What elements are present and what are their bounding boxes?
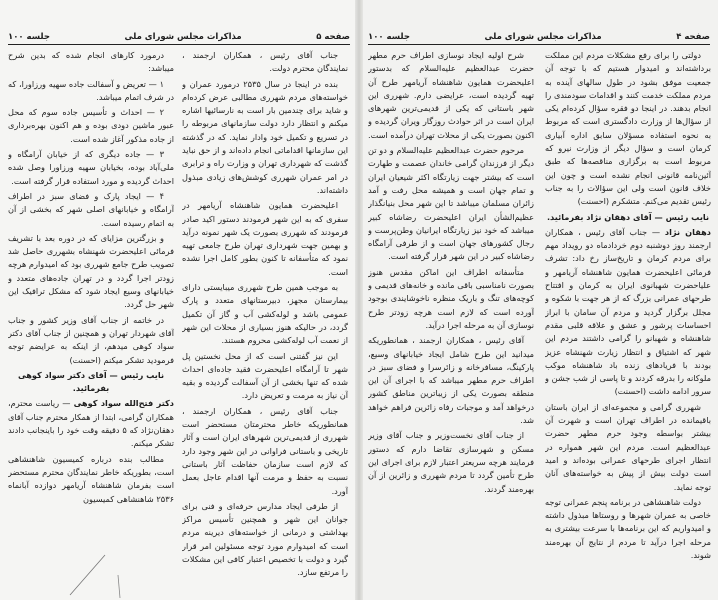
paragraph-text: نایب رئیس — آقای دکتر سواد کوهی بفرمائید. — [17, 369, 165, 394]
paragraph — [8, 314, 174, 367]
paragraph-text: — ریاست محترم، همکاران گرامی، ابتدا از همکار محترم جناب آقای دهقان‌نژاد که ۵ دقیقه وقت خود را باینجانب دادند تشکر میکنم. — [8, 398, 174, 449]
paragraph — [8, 49, 174, 76]
paragraph — [545, 401, 711, 494]
paragraph-text: دولت شاهنشاهی در برنامه پنجم عمرانی توجه خاصی به عمران شهرها و روستاها مبذول داشته و امیدواریم که این برنامه‌ها با سرعت بیشتری به مرحله اجرا درآید تا مردم از نتایج آن بهره‌مند شوند. — [545, 496, 711, 560]
page-number: صفحه ۴ — [676, 32, 710, 42]
paragraph — [8, 106, 174, 146]
paragraph — [545, 226, 711, 399]
paragraph — [8, 453, 174, 506]
paragraph — [182, 500, 348, 580]
paragraph-text: به موجب همین طرح شهرری میبایستی دارای بیمارستان مجهز، دبیرستانهای متعدد و پارک عمومی باشد و لوله‌کشی آب و گاز آن تکمیل گردد، در حالیکه هنوز بسیاری از محلات این شهر از نعمت آب لوله‌کشی محروم هستند. — [182, 282, 348, 346]
text-column — [368, 49, 534, 595]
session-number: جلسه ۱۰۰ — [8, 32, 50, 42]
header-rule — [368, 44, 710, 45]
paragraph — [368, 266, 534, 332]
paragraph — [182, 281, 348, 347]
paragraph — [545, 49, 711, 209]
paragraph-text: مرحوم حضرت عبدالعظیم علیه‌السلام و دو تن دیگر از فرزندان گرامی خاندان عصمت و طهارت است که بیشتر جهت زیارتگاه اکثر شیعیان ایران و تمام جهان است و همیشه محل رفت و آمد زائران مسلمان میباشد تا این شهر محل بنیانگذار عظیم‌الشأن ایران اعلیحضرت رضاشاه کبیر میباشد که خود نیز زیارتگاه ایرانیان وطن‌پرست و رجال کشورهای جهان است و از طرفی آرامگاه رضاشاه کبیر در این شهر قرار گرفته است. — [368, 145, 534, 262]
paragraph-text: از جناب آقای نخست‌وزیر و جناب آقای وزیر مسکن و شهرسازی تقاضا دارم که دستور فرمایند هرچه سریعتر اعتبار لازم برای اجرای این طرح تأمین گردد تا مردم شهرری و زائرین از آن بهره‌مند گردند. — [368, 430, 534, 494]
paragraph — [8, 148, 174, 188]
paragraph — [368, 334, 534, 427]
paragraph — [368, 429, 534, 495]
text-column — [545, 49, 711, 595]
paragraph-text: ۳ — جاده دیگری که از خیابان آرامگاه و ملی‌آباد بوده، بخیابان سهیه ورزاورا وصل شده احداث گردیده و مورد استفاده قرار گرفته است. — [8, 149, 174, 186]
paragraph-text: اعلیحضرت همایون شاهنشاه آریامهر در سفری که به این شهر فرمودند دستور اکید صادر فرمودند که شهرری بصورت یک شهر نمونه درآید و بهمین جهت شهرداری تهران طرح جامعی تهیه نمود که متأسفانه تا کنون بطور کامل اجرا نشده است. — [182, 200, 348, 277]
paragraph-text: شهرری گرامی و مجموعه‌ای از ایران باستان باقیمانده در اطراف تهران است و شهرت آن بیشتر بواسطه وجود حرم مطهر حضرت عبدالعظیم است. مردم این شهر همواره در انتظار اجرای طرحهای عمرانی بوده‌اند و امید است دولت بیش از پیش به خواسته‌های آنان توجه نماید. — [545, 401, 711, 492]
paragraph — [545, 211, 711, 224]
paragraph — [368, 144, 534, 264]
left-page-header — [8, 28, 350, 42]
paragraph-text: درمورد کارهای انجام شده که بدین شرح میباشد: — [8, 50, 174, 74]
paragraph-text: در خاتمه از جناب آقای وزیر کشور و جناب آقای شهردار تهران و همچنین از جناب آقای دکتر سواد کوهی میدهم، از اینکه به عرایضم توجه فرمودید تشکر میکنم (احسنت) — [8, 314, 174, 365]
session-number: جلسه ۱۰۰ — [368, 32, 410, 42]
left-page — [0, 0, 358, 600]
paragraph — [8, 78, 174, 105]
paragraph-text: این نیز گفتنی است که از محل نخستین پل شهر تا آرامگاه اعلیحضرت فقید جاده‌ای احداث شده که تنها بخشی از آن آسفالت گردیده و بقیه آن نیاز به مرمت و تعریض دارد. — [182, 350, 348, 401]
paragraph — [182, 405, 348, 498]
speaker-name: دکتر فتح‌الله سواد کوهی — [73, 398, 174, 409]
right-page — [360, 0, 718, 600]
paragraph-text: بنده در اینجا در سال ۲۵۳۵ درمورد عمران و خواسته‌های مردم شهرری مطالبی عرض کرده‌ام و شاید برای چندمین بار است به نارسائیها اشاره میکنم و انتظار دارد دولت سازمانهای مربوطه را در تسریع و تکمیل خود وادار نماید. که در گذشته این سازمانها اقداماتی انجام داده‌اند و از حق نباید گذشت که شهرداری تهران و وزارت راه و ترابری در امر عمران شهرری کوشش‌های زیادی مبذول داشته‌اند. — [182, 78, 348, 195]
paragraph — [368, 49, 534, 142]
speaker-name: دهقان نژاد — [664, 226, 711, 237]
paragraph — [182, 78, 348, 198]
paragraph — [8, 232, 174, 312]
paragraph — [545, 496, 711, 562]
paragraph — [182, 199, 348, 279]
publication-title: مذاکرات مجلس شورای ملی — [124, 32, 242, 42]
paragraph-text: — جناب آقای رئیس ، همکاران ارجمند روز دوشنبه دوم خردادماه دو رویداد مهم برای مردم کرمان و تاریخ‌ساز رخ داد: تشرف فرمائی اعلیحضرت همایون شاهنشاه آریامهر و علیاحضرت شهبانوی ایران به کرمان و افتتاح طرحهای عمرانی بزرگ که از هر جهت با شکوه و مجلل برگزار گردید و مردم آن سامان با ابراز احساسات پرشور و عشق و علاقه قلبی مقدم شاهنشاه و شهبانو را گرامی داشتند مردم این شهر که اشتیاق و انتظار زیارت شهنشاه عزیز بودند با فریادهای زنده باد شاهنشاه موکب ملوکانه را بدرقه کردند و تا پاسی از شب جشن و سرور ادامه داشت (احسنت) — [545, 226, 711, 397]
page-gutter — [355, 0, 363, 600]
header-rule — [8, 44, 350, 45]
paragraph-text: مطالب بنده درباره کمیسیون شاهنشاهی است، بطوریکه خاطر نمایندگان محترم مستحضر است بفرمان شاهنشاه آریامهر دوازده آبانماه ۲۵۳۶ شاهنشاهی کمیسیون — [8, 453, 174, 504]
paragraph — [8, 397, 174, 450]
paragraph-text: جناب آقای رئیس ، همکاران ارجمند ، نمایندگان محترم دولت. — [182, 50, 348, 74]
paragraph-text: آقای رئیس ، همکاران ارجمند ، همانطوریکه میدانید این طرح شامل ایجاد خیابانهای وسیع، پارکینگ، مسافرخانه و زائرسرا و فضای سبز در اطراف حرم مطهر میباشد که با اجرای آن این منطقه بصورت یکی از زیباترین مناطق کشور درخواهد آمد و موجبات رفاه زائرین فراهم خواهد شد. — [368, 335, 534, 426]
page-number: صفحه ۵ — [316, 32, 350, 42]
paragraph-text: ۲ — احداث و تأسیس جاده سوم که محل عبور ماشین دودی بوده و هم اکنون بهره‌برداری از جاده مذکور آغاز شده است. — [8, 107, 174, 144]
paragraph — [182, 49, 348, 76]
paragraph-text: از طرفی ایجاد مدارس حرفه‌ای و فنی برای جوانان این شهر و همچنین تأسیس مراکز بهداشتی و درمانی از خواسته‌های دیرینه مردم است که امیدوارم مورد توجه مسئولین امر قرار گیرد و دولت با تخصیص اعتبار کافی این مشکلات را مرتفع سازد. — [182, 500, 348, 578]
publication-title: مذاکرات مجلس شورای ملی — [484, 32, 602, 42]
paragraph — [182, 350, 348, 403]
paragraph-text: و بزرگترین مزایای که در دوره بعد با تشریف فرمائی اعلیحضرت شهنشاه بشهرری حاصل شد تصویب طرح جامع شهرری بود که امیدوارم هرچه زودتر اجرا گردد و در تهران جاده‌های متعدد و خیابانهای وسیع ایجاد شود که مشکل ترافیک این شهر حل گردد. — [8, 232, 174, 310]
paragraph-text: متأسفانه اطراف این اماکن مقدس هنوز بصورت نامناسبی باقی مانده و خانه‌های قدیمی و کوچه‌های تنگ و باریک منظره ناخوشایندی بوجود آورده است که لازم است هرچه زودتر طرح نوسازی آن به مرحله اجرا درآید. — [368, 266, 534, 330]
right-page-header — [368, 28, 710, 42]
paragraph-text: ۱ — تعریض و آسفالت جاده سهیه ورزاورا، که در شرف اتمام میباشد. — [8, 78, 174, 102]
text-column — [182, 49, 348, 595]
paragraph-text: ۴ — ایجاد پارک و فضای سبز در اطراف آرامگاه و خیابانهای اصلی شهر که بخشی از آن به اتمام رسیده است. — [8, 190, 174, 228]
paragraph — [8, 190, 174, 230]
paragraph-text: دولتی را برای رفع مشکلات مردم این مملکت برداشته‌اند و امیدوار هستیم که با توجه آن جمعیت موفق بشود در طول سالهای آینده به مردم مملکت خدمت کنند و اقدامات سودمندی را انجام بدهند. در اینجا دو فقره سؤال کرده‌ام یکی از سؤال‌ها از وزارت دادگستری است که مربوط به نحوه استفاده مسؤلان سابق اداره آبیاری کرمان است و سؤال دیگر از وزارت نیرو که مربوط است به برگزاری مناقصه‌ها که طبق آئین‌نامه قانونی انجام نشده است و چون این خلاف قانون است ولی این سؤالات را به جناب رئیس تقدیم می‌کنم. متشکرم (احسنت) — [545, 50, 711, 207]
pen-mark — [60, 540, 140, 600]
paragraph — [8, 369, 174, 396]
text-column — [8, 49, 174, 529]
paragraph-text: شرح اولیه ایجاد نوسازی اطراف حرم مطهر حضرت عبدالعظیم علیه‌السلام که بدستور اعلیحضرت همایون شاهنشاه آریامهر طرح آن تهیه گردیده است، عرایضی دارم. شهرری این شهر باستانی که یکی از قدیمی‌ترین شهرهای ایران است در اثر حوادث روزگار ویران گردیده و اکنون بصورت یکی از محلات تهران درآمده است. — [368, 50, 534, 140]
paragraph-text: جناب آقای رئیس ، همکاران ارجمند ، همانطوریکه خاطر محترمتان مستحضر است شهرری از قدیمی‌ترین شهرهای ایران است و آثار تاریخی و باستانی فراوانی در این شهر وجود دارد که لازم است سازمان حفاظت آثار باستانی نسبت به حفظ و مرمت آنها اقدام عاجل بعمل آورد. — [182, 405, 348, 496]
paragraph-text: نایب رئیس — آقای دهقان نژاد بفرمائید. — [546, 211, 710, 222]
